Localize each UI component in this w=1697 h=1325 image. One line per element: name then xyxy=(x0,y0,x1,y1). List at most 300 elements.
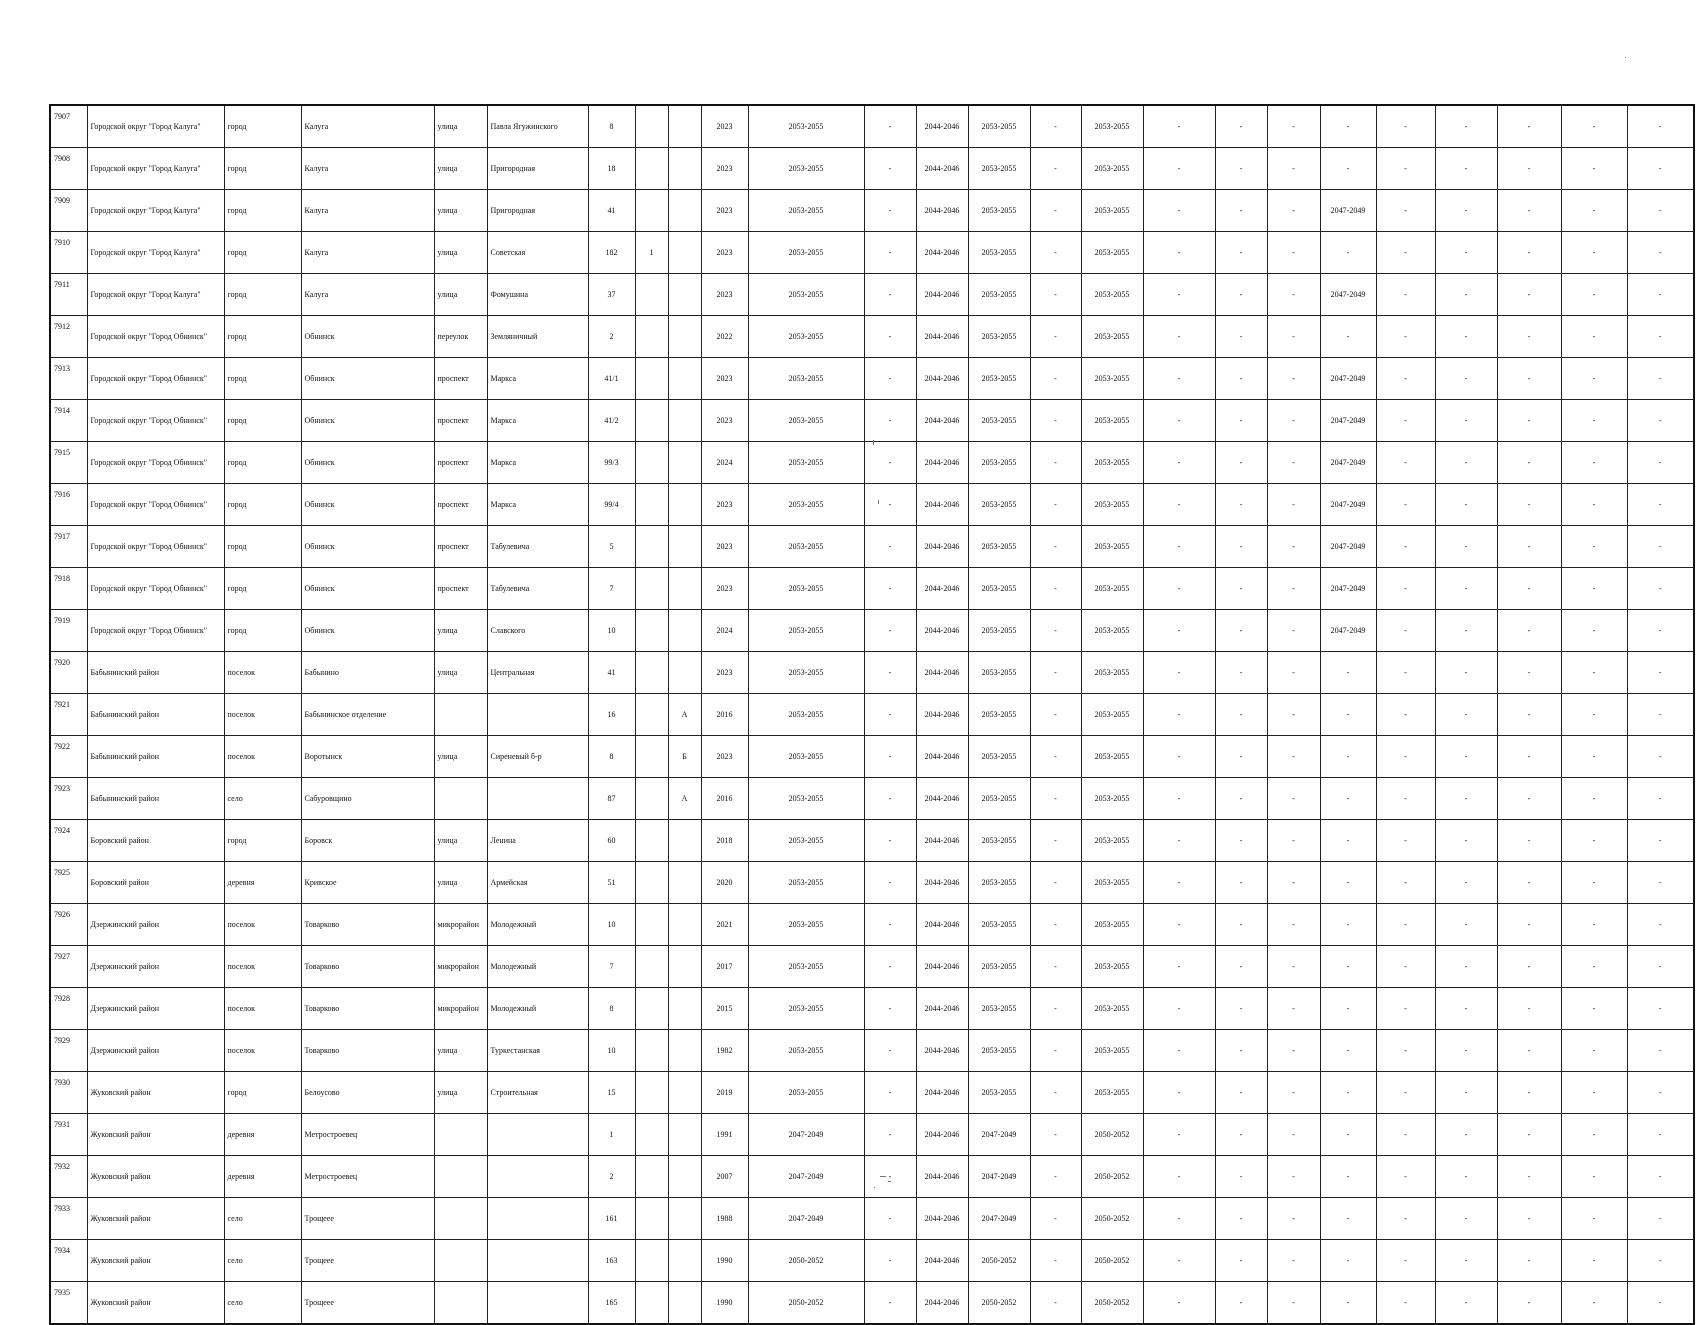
cell-col-2: город xyxy=(224,484,301,526)
cell-col-21: - xyxy=(1435,442,1497,484)
cell-record-number: 7926 xyxy=(50,904,87,946)
cell-col-10: 2053-2055 xyxy=(748,988,864,1030)
cell-col-11: - xyxy=(864,736,916,778)
cell-col-11: - xyxy=(864,1030,916,1072)
cell-col-21: - xyxy=(1435,190,1497,232)
cell-col-4: проспект xyxy=(434,568,487,610)
cell-col-1: Городской округ "Город Обнинск" xyxy=(87,442,224,484)
cell-col-5: Ленина xyxy=(487,820,588,862)
cell-col-5: Центральная xyxy=(487,652,588,694)
cell-col-15: 2053-2055 xyxy=(1081,988,1143,1030)
cell-col-24: - xyxy=(1627,190,1694,232)
cell-col-7 xyxy=(635,1198,668,1240)
cell-col-17: - xyxy=(1215,484,1267,526)
cell-col-21: - xyxy=(1435,694,1497,736)
cell-col-18: - xyxy=(1267,105,1320,148)
cell-col-14: - xyxy=(1030,358,1081,400)
cell-col-13: 2053-2055 xyxy=(968,946,1030,988)
cell-col-23: - xyxy=(1561,148,1627,190)
cell-col-24: - xyxy=(1627,1114,1694,1156)
cell-col-21: - xyxy=(1435,862,1497,904)
cell-col-14: - xyxy=(1030,105,1081,148)
cell-col-7 xyxy=(635,736,668,778)
cell-col-8 xyxy=(668,946,701,988)
cell-col-10: 2053-2055 xyxy=(748,526,864,568)
cell-col-22: - xyxy=(1497,610,1561,652)
cell-col-1: Дзержинский район xyxy=(87,946,224,988)
cell-col-20: - xyxy=(1376,988,1435,1030)
cell-col-20: - xyxy=(1376,105,1435,148)
cell-col-13: 2053-2055 xyxy=(968,316,1030,358)
cell-record-number: 7917 xyxy=(50,526,87,568)
cell-col-4: улица xyxy=(434,820,487,862)
cell-col-20: - xyxy=(1376,1198,1435,1240)
table-row xyxy=(50,862,1694,904)
cell-col-3: Боровск xyxy=(301,820,434,862)
cell-col-3: Калуга xyxy=(301,105,434,148)
cell-col-10: 2050-2052 xyxy=(748,1240,864,1282)
table-row xyxy=(50,1240,1694,1282)
cell-col-10: 2053-2055 xyxy=(748,400,864,442)
cell-col-13: 2053-2055 xyxy=(968,988,1030,1030)
cell-col-11: - xyxy=(864,820,916,862)
cell-col-7 xyxy=(635,1030,668,1072)
cell-col-2: село xyxy=(224,1198,301,1240)
cell-col-12: 2044-2046 xyxy=(916,1114,968,1156)
cell-col-3: Воротынск xyxy=(301,736,434,778)
cell-record-number: 7909 xyxy=(50,190,87,232)
cell-col-6: 41 xyxy=(588,190,635,232)
cell-col-3: Товарково xyxy=(301,1030,434,1072)
scan-speck xyxy=(888,1181,891,1182)
cell-record-number: 7914 xyxy=(50,400,87,442)
table-row xyxy=(50,1156,1694,1198)
cell-col-19: - xyxy=(1320,946,1376,988)
cell-col-23: - xyxy=(1561,316,1627,358)
cell-col-20: - xyxy=(1376,568,1435,610)
cell-col-19: 2047-2049 xyxy=(1320,568,1376,610)
cell-col-1: Городской округ "Город Обнинск" xyxy=(87,316,224,358)
cell-col-20: - xyxy=(1376,778,1435,820)
cell-col-7 xyxy=(635,988,668,1030)
cell-col-23: - xyxy=(1561,232,1627,274)
cell-col-11: - xyxy=(864,694,916,736)
cell-col-17: - xyxy=(1215,1198,1267,1240)
cell-col-1: Бабынинский район xyxy=(87,736,224,778)
cell-col-19: 2047-2049 xyxy=(1320,442,1376,484)
cell-col-8 xyxy=(668,820,701,862)
table-row xyxy=(50,904,1694,946)
cell-col-12: 2044-2046 xyxy=(916,190,968,232)
cell-col-8 xyxy=(668,904,701,946)
cell-col-6: 41/1 xyxy=(588,358,635,400)
cell-col-12: 2044-2046 xyxy=(916,232,968,274)
cell-record-number: 7922 xyxy=(50,736,87,778)
cell-col-6: 51 xyxy=(588,862,635,904)
cell-col-15: 2053-2055 xyxy=(1081,232,1143,274)
cell-col-4: проспект xyxy=(434,526,487,568)
cell-col-2: город xyxy=(224,105,301,148)
cell-col-11: - xyxy=(864,358,916,400)
cell-col-13: 2047-2049 xyxy=(968,1198,1030,1240)
cell-col-2: село xyxy=(224,1282,301,1325)
cell-col-19: - xyxy=(1320,1282,1376,1325)
cell-col-2: поселок xyxy=(224,988,301,1030)
cell-col-5: Табулевича xyxy=(487,526,588,568)
cell-col-5: Советская xyxy=(487,232,588,274)
cell-col-19: - xyxy=(1320,904,1376,946)
cell-col-4: проспект xyxy=(434,442,487,484)
cell-col-24: - xyxy=(1627,442,1694,484)
table-row xyxy=(50,526,1694,568)
scan-speck xyxy=(874,1187,875,1188)
cell-col-11: - xyxy=(864,946,916,988)
cell-col-9: 2023 xyxy=(701,652,748,694)
table-row xyxy=(50,148,1694,190)
cell-col-7 xyxy=(635,904,668,946)
cell-col-4: улица xyxy=(434,736,487,778)
table-row xyxy=(50,568,1694,610)
cell-col-7 xyxy=(635,1114,668,1156)
cell-col-20: - xyxy=(1376,946,1435,988)
cell-col-23: - xyxy=(1561,610,1627,652)
cell-col-18: - xyxy=(1267,526,1320,568)
cell-col-2: поселок xyxy=(224,652,301,694)
cell-col-17: - xyxy=(1215,358,1267,400)
cell-col-8 xyxy=(668,400,701,442)
cell-col-3: Калуга xyxy=(301,190,434,232)
cell-col-16: - xyxy=(1143,526,1215,568)
cell-col-16: - xyxy=(1143,1114,1215,1156)
cell-col-17: - xyxy=(1215,862,1267,904)
cell-col-9: 2023 xyxy=(701,736,748,778)
cell-col-14: - xyxy=(1030,778,1081,820)
cell-col-23: - xyxy=(1561,526,1627,568)
cell-col-5: Сиреневый б-р xyxy=(487,736,588,778)
cell-col-6: 41 xyxy=(588,652,635,694)
cell-col-17: - xyxy=(1215,820,1267,862)
cell-col-23: - xyxy=(1561,736,1627,778)
cell-col-18: - xyxy=(1267,904,1320,946)
cell-col-20: - xyxy=(1376,316,1435,358)
cell-col-3: Трощеее xyxy=(301,1198,434,1240)
cell-col-8 xyxy=(668,274,701,316)
cell-col-13: 2050-2052 xyxy=(968,1240,1030,1282)
cell-col-6: 163 xyxy=(588,1240,635,1282)
cell-col-9: 2024 xyxy=(701,442,748,484)
cell-record-number: 7932 xyxy=(50,1156,87,1198)
cell-col-6: 8 xyxy=(588,736,635,778)
cell-col-4: улица xyxy=(434,652,487,694)
cell-record-number: 7933 xyxy=(50,1198,87,1240)
cell-col-8 xyxy=(668,526,701,568)
cell-col-14: - xyxy=(1030,820,1081,862)
cell-col-13: 2053-2055 xyxy=(968,820,1030,862)
cell-col-17: - xyxy=(1215,148,1267,190)
cell-col-14: - xyxy=(1030,988,1081,1030)
cell-col-9: 1991 xyxy=(701,1114,748,1156)
cell-col-10: 2053-2055 xyxy=(748,610,864,652)
cell-col-11: - xyxy=(864,610,916,652)
housing-register-table xyxy=(49,104,1695,1325)
cell-col-20: - xyxy=(1376,274,1435,316)
cell-col-3: Товарково xyxy=(301,988,434,1030)
cell-col-2: деревня xyxy=(224,1114,301,1156)
cell-col-21: - xyxy=(1435,1156,1497,1198)
cell-col-7 xyxy=(635,778,668,820)
cell-col-9: 2023 xyxy=(701,568,748,610)
cell-col-22: - xyxy=(1497,1072,1561,1114)
cell-col-14: - xyxy=(1030,694,1081,736)
cell-col-4 xyxy=(434,778,487,820)
cell-col-6: 5 xyxy=(588,526,635,568)
cell-col-5: Маркса xyxy=(487,358,588,400)
cell-col-2: город xyxy=(224,274,301,316)
cell-col-15: 2053-2055 xyxy=(1081,358,1143,400)
cell-col-24: - xyxy=(1627,526,1694,568)
cell-col-22: - xyxy=(1497,274,1561,316)
cell-col-5 xyxy=(487,1240,588,1282)
cell-col-22: - xyxy=(1497,1030,1561,1072)
cell-col-10: 2053-2055 xyxy=(748,904,864,946)
cell-col-18: - xyxy=(1267,1240,1320,1282)
cell-col-3: Обнинск xyxy=(301,610,434,652)
cell-col-24: - xyxy=(1627,274,1694,316)
cell-col-11: - xyxy=(864,484,916,526)
cell-col-16: - xyxy=(1143,1240,1215,1282)
cell-col-3: Калуга xyxy=(301,232,434,274)
cell-col-19: 2047-2049 xyxy=(1320,484,1376,526)
cell-col-24: - xyxy=(1627,148,1694,190)
cell-col-7 xyxy=(635,568,668,610)
cell-col-19: - xyxy=(1320,1030,1376,1072)
cell-col-2: город xyxy=(224,232,301,274)
cell-col-6: 7 xyxy=(588,568,635,610)
cell-col-15: 2053-2055 xyxy=(1081,820,1143,862)
cell-col-22: - xyxy=(1497,1282,1561,1325)
cell-col-15: 2053-2055 xyxy=(1081,904,1143,946)
cell-col-18: - xyxy=(1267,148,1320,190)
cell-col-21: - xyxy=(1435,400,1497,442)
cell-col-3: Метростроевец xyxy=(301,1114,434,1156)
cell-col-23: - xyxy=(1561,862,1627,904)
cell-col-12: 2044-2046 xyxy=(916,904,968,946)
cell-col-15: 2050-2052 xyxy=(1081,1198,1143,1240)
cell-col-1: Бабынинский район xyxy=(87,778,224,820)
cell-col-24: - xyxy=(1627,358,1694,400)
cell-col-11: - xyxy=(864,274,916,316)
cell-col-18: - xyxy=(1267,316,1320,358)
cell-record-number: 7915 xyxy=(50,442,87,484)
cell-col-21: - xyxy=(1435,1282,1497,1325)
cell-col-12: 2044-2046 xyxy=(916,526,968,568)
cell-col-17: - xyxy=(1215,694,1267,736)
cell-col-4: проспект xyxy=(434,400,487,442)
cell-col-6: 87 xyxy=(588,778,635,820)
cell-col-2: город xyxy=(224,148,301,190)
cell-col-9: 2023 xyxy=(701,232,748,274)
cell-col-4: улица xyxy=(434,1072,487,1114)
cell-col-23: - xyxy=(1561,946,1627,988)
cell-col-13: 2053-2055 xyxy=(968,400,1030,442)
cell-col-21: - xyxy=(1435,358,1497,400)
cell-col-22: - xyxy=(1497,652,1561,694)
cell-col-16: - xyxy=(1143,1072,1215,1114)
cell-col-24: - xyxy=(1627,1072,1694,1114)
cell-col-11: - xyxy=(864,568,916,610)
cell-col-7 xyxy=(635,148,668,190)
cell-col-15: 2053-2055 xyxy=(1081,862,1143,904)
cell-col-5: Строительная xyxy=(487,1072,588,1114)
cell-col-5: Молодежный xyxy=(487,946,588,988)
cell-col-8 xyxy=(668,148,701,190)
cell-col-11: - xyxy=(864,1156,916,1198)
cell-col-22: - xyxy=(1497,1114,1561,1156)
cell-col-21: - xyxy=(1435,1030,1497,1072)
cell-col-21: - xyxy=(1435,526,1497,568)
cell-col-23: - xyxy=(1561,694,1627,736)
cell-col-8 xyxy=(668,610,701,652)
cell-col-8 xyxy=(668,1114,701,1156)
cell-col-12: 2044-2046 xyxy=(916,400,968,442)
cell-col-1: Жуковский район xyxy=(87,1156,224,1198)
cell-col-16: - xyxy=(1143,988,1215,1030)
cell-col-13: 2053-2055 xyxy=(968,148,1030,190)
cell-col-24: - xyxy=(1627,1240,1694,1282)
cell-col-2: село xyxy=(224,1240,301,1282)
cell-col-17: - xyxy=(1215,1156,1267,1198)
table-row xyxy=(50,442,1694,484)
cell-col-21: - xyxy=(1435,736,1497,778)
cell-record-number: 7919 xyxy=(50,610,87,652)
cell-col-22: - xyxy=(1497,232,1561,274)
cell-col-12: 2044-2046 xyxy=(916,1156,968,1198)
table-row xyxy=(50,1114,1694,1156)
cell-col-20: - xyxy=(1376,148,1435,190)
cell-col-16: - xyxy=(1143,358,1215,400)
cell-col-19: 2047-2049 xyxy=(1320,274,1376,316)
cell-col-4 xyxy=(434,694,487,736)
cell-col-18: - xyxy=(1267,988,1320,1030)
cell-col-14: - xyxy=(1030,274,1081,316)
cell-col-9: 2017 xyxy=(701,946,748,988)
cell-col-15: 2050-2052 xyxy=(1081,1156,1143,1198)
cell-col-11: - xyxy=(864,1072,916,1114)
cell-col-9: 1990 xyxy=(701,1282,748,1325)
cell-col-21: - xyxy=(1435,232,1497,274)
cell-col-4: улица xyxy=(434,232,487,274)
cell-col-18: - xyxy=(1267,778,1320,820)
cell-col-19: - xyxy=(1320,105,1376,148)
cell-col-5: Фомушина xyxy=(487,274,588,316)
cell-col-1: Бабынинский район xyxy=(87,694,224,736)
cell-col-9: 2024 xyxy=(701,610,748,652)
cell-col-3: Товарково xyxy=(301,946,434,988)
cell-col-24: - xyxy=(1627,652,1694,694)
cell-col-16: - xyxy=(1143,274,1215,316)
cell-col-15: 2053-2055 xyxy=(1081,190,1143,232)
cell-col-22: - xyxy=(1497,778,1561,820)
cell-col-10: 2053-2055 xyxy=(748,652,864,694)
cell-col-1: Городской округ "Город Обнинск" xyxy=(87,568,224,610)
cell-col-8 xyxy=(668,862,701,904)
cell-col-23: - xyxy=(1561,484,1627,526)
cell-col-8 xyxy=(668,1282,701,1325)
cell-col-16: - xyxy=(1143,1282,1215,1325)
cell-col-12: 2044-2046 xyxy=(916,862,968,904)
cell-col-15: 2053-2055 xyxy=(1081,148,1143,190)
cell-col-14: - xyxy=(1030,442,1081,484)
cell-col-16: - xyxy=(1143,442,1215,484)
cell-col-16: - xyxy=(1143,820,1215,862)
cell-col-15: 2053-2055 xyxy=(1081,274,1143,316)
cell-col-1: Городской округ "Город Обнинск" xyxy=(87,358,224,400)
cell-col-16: - xyxy=(1143,148,1215,190)
cell-col-3: Товарково xyxy=(301,904,434,946)
table-row xyxy=(50,400,1694,442)
cell-col-19: - xyxy=(1320,988,1376,1030)
cell-col-14: - xyxy=(1030,862,1081,904)
cell-col-11: - xyxy=(864,148,916,190)
cell-col-6: 10 xyxy=(588,610,635,652)
table-row xyxy=(50,652,1694,694)
cell-col-1: Городской округ "Город Обнинск" xyxy=(87,526,224,568)
cell-col-22: - xyxy=(1497,148,1561,190)
cell-col-23: - xyxy=(1561,1156,1627,1198)
cell-col-9: 1990 xyxy=(701,1240,748,1282)
cell-col-3: Обнинск xyxy=(301,484,434,526)
cell-col-5: Маркса xyxy=(487,400,588,442)
cell-col-18: - xyxy=(1267,694,1320,736)
cell-col-13: 2053-2055 xyxy=(968,904,1030,946)
cell-col-20: - xyxy=(1376,442,1435,484)
cell-col-24: - xyxy=(1627,105,1694,148)
cell-col-22: - xyxy=(1497,1240,1561,1282)
cell-col-11: - xyxy=(864,862,916,904)
cell-col-7 xyxy=(635,105,668,148)
cell-col-17: - xyxy=(1215,736,1267,778)
table-row xyxy=(50,190,1694,232)
cell-col-17: - xyxy=(1215,526,1267,568)
cell-col-12: 2044-2046 xyxy=(916,1030,968,1072)
cell-col-16: - xyxy=(1143,105,1215,148)
cell-col-6: 1 xyxy=(588,1114,635,1156)
cell-col-17: - xyxy=(1215,778,1267,820)
cell-col-1: Городской округ "Город Калуга" xyxy=(87,190,224,232)
table-row xyxy=(50,946,1694,988)
table-row xyxy=(50,1072,1694,1114)
cell-col-11: - xyxy=(864,316,916,358)
cell-col-17: - xyxy=(1215,400,1267,442)
cell-col-19: - xyxy=(1320,1240,1376,1282)
cell-col-9: 2023 xyxy=(701,400,748,442)
cell-col-7 xyxy=(635,274,668,316)
cell-col-2: город xyxy=(224,1072,301,1114)
cell-col-10: 2053-2055 xyxy=(748,274,864,316)
cell-col-17: - xyxy=(1215,316,1267,358)
cell-col-23: - xyxy=(1561,105,1627,148)
cell-col-7 xyxy=(635,358,668,400)
cell-col-18: - xyxy=(1267,1030,1320,1072)
cell-col-21: - xyxy=(1435,778,1497,820)
cell-col-17: - xyxy=(1215,652,1267,694)
cell-col-23: - xyxy=(1561,442,1627,484)
cell-col-22: - xyxy=(1497,316,1561,358)
cell-col-11: - xyxy=(864,442,916,484)
cell-col-18: - xyxy=(1267,820,1320,862)
cell-col-10: 2053-2055 xyxy=(748,442,864,484)
cell-col-10: 2047-2049 xyxy=(748,1114,864,1156)
